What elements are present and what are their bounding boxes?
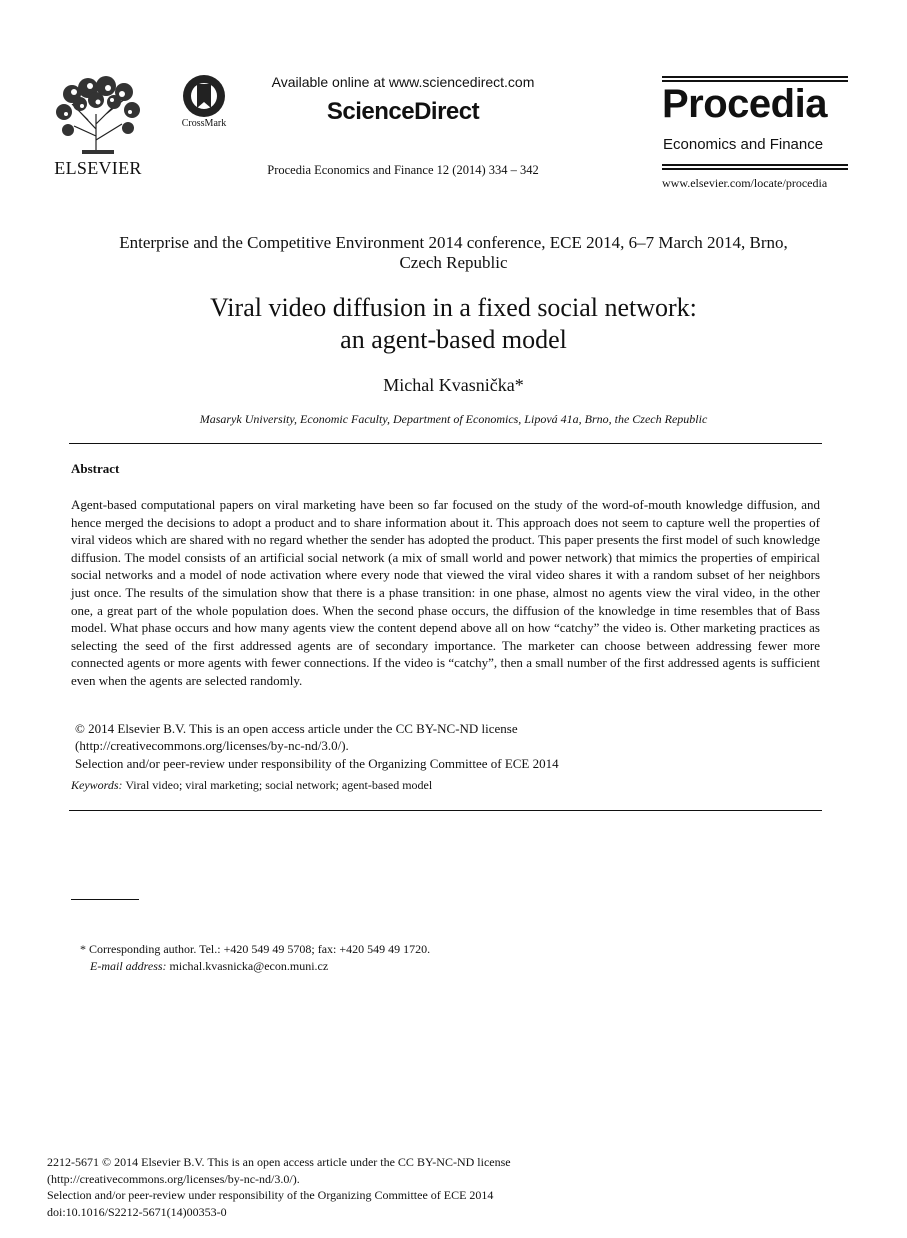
abstract-bottom-rule [69, 810, 822, 811]
publisher-wordmark: ELSEVIER [54, 158, 142, 178]
procedia-bottom-rule-2 [662, 168, 848, 170]
footnote-rule [71, 899, 139, 900]
sciencedirect-wordmark: ScienceDirect [326, 98, 480, 125]
journal-url-link[interactable]: www.elsevier.com/locate/procedia [662, 176, 828, 190]
keywords-label: Keywords: [71, 778, 123, 792]
abstract-body: Agent-based computational papers on viral marketing have been so far focused on the study of the word-of-mouth knowledge diffusion, and hence merged the decisions to adopt a product and to share information about it. This approach does not seem to capture well the properties of viral videos which are shared with no regard whether the sender has adopted the product. This paper presents the first model of such knowledge diffusion. The model consists of an artificial social network (a mix of small world and power network) that mimics the properties of empirical social networks and a model of node activation where every node that viewed the viral video shares it with a random subset of her neighbors just once. The results of the simulation show that there is a phase transition: in one phase, almost no agents view the viral video, in the other one, a great part of the whole population does. When the second phase occurs, the diffusion of the knowledge in time resembles that of Bass model. What phase occurs and how many agents view the content depend above all on how “catchy” the video is. Other marketing practices as selecting the seed of the first addressed agents are of secondary importance. The marketer can choose between addressing fewer more connected agents or more agents with fewer connections. If the video is “catchy”, then a small number of the first addressed agents is sufficient even when the agents are selected randomly. [71, 497, 820, 688]
available-online-text: Available online at www.sciencedirect.com [271, 74, 535, 90]
paper-title [50, 292, 857, 356]
paper-title-line-1: Viral video diffusion in a fixed social network: [210, 293, 697, 322]
footer-doi[interactable]: doi:10.1016/S2212-5671(14)00353-0 [47, 1204, 227, 1219]
author-name: Michal Kvasnička* [383, 375, 524, 395]
crossmark-label: CrossMark [181, 118, 227, 129]
email-line [80, 958, 820, 975]
procedia-subtitle: Economics and Finance [663, 136, 824, 153]
abstract-top-rule [69, 443, 822, 444]
footer-issn-line: 2212-5671 © 2014 Elsevier B.V. This is an open access article under the CC BY-NC-ND license [47, 1155, 511, 1169]
corresponding-author-footnote [80, 941, 820, 974]
email-address-link[interactable]: michal.kvasnicka@econ.muni.cz [166, 958, 329, 973]
conference-line-1: Enterprise and the Competitive Environment 2014 conference, ECE 2014, 6–7 March 2014, Brno, [119, 233, 788, 252]
keywords-list: Viral video; viral marketing; social network; agent-based model [122, 778, 433, 792]
paper-title-line-2: an agent-based model [340, 325, 567, 354]
procedia-bottom-rule-1 [662, 164, 848, 166]
page-footer [47, 1154, 867, 1220]
copyright-line-1: © 2014 Elsevier B.V. This is an open access article under the CC BY-NC-ND license [75, 721, 518, 736]
procedia-top-rule-1 [662, 76, 848, 78]
abstract-heading: Abstract [71, 461, 120, 476]
conference-line-2: Czech Republic [399, 253, 508, 272]
peer-review-line: Selection and/or peer-review under responsibility of the Organizing Committee of ECE 2014 [75, 755, 559, 771]
license-link[interactable]: (http://creativecommons.org/licenses/by-nc-nd/3.0/). [75, 738, 349, 754]
footer-peer-review-line: Selection and/or peer-review under responsibility of the Organizing Committee of ECE 2014 [47, 1188, 494, 1203]
footer-license-link[interactable]: (http://creativecommons.org/licenses/by-nc-nd/3.0/). [47, 1171, 300, 1186]
author-affiliation: Masaryk University, Economic Faculty, Department of Economics, Lipová 41a, Brno, the Czech Republic [199, 412, 708, 426]
journal-citation: Procedia Economics and Finance 12 (2014) 334 – 342 [267, 163, 539, 177]
copyright-notice [75, 720, 815, 772]
keywords-line [71, 778, 820, 793]
corresponding-author-line: * Corresponding author. Tel.: +420 549 49 5708; fax: +420 549 49 1720. [80, 942, 431, 956]
email-label: E-mail address: [90, 958, 167, 973]
procedia-wordmark: Procedia [662, 82, 827, 126]
conference-info [50, 233, 857, 273]
